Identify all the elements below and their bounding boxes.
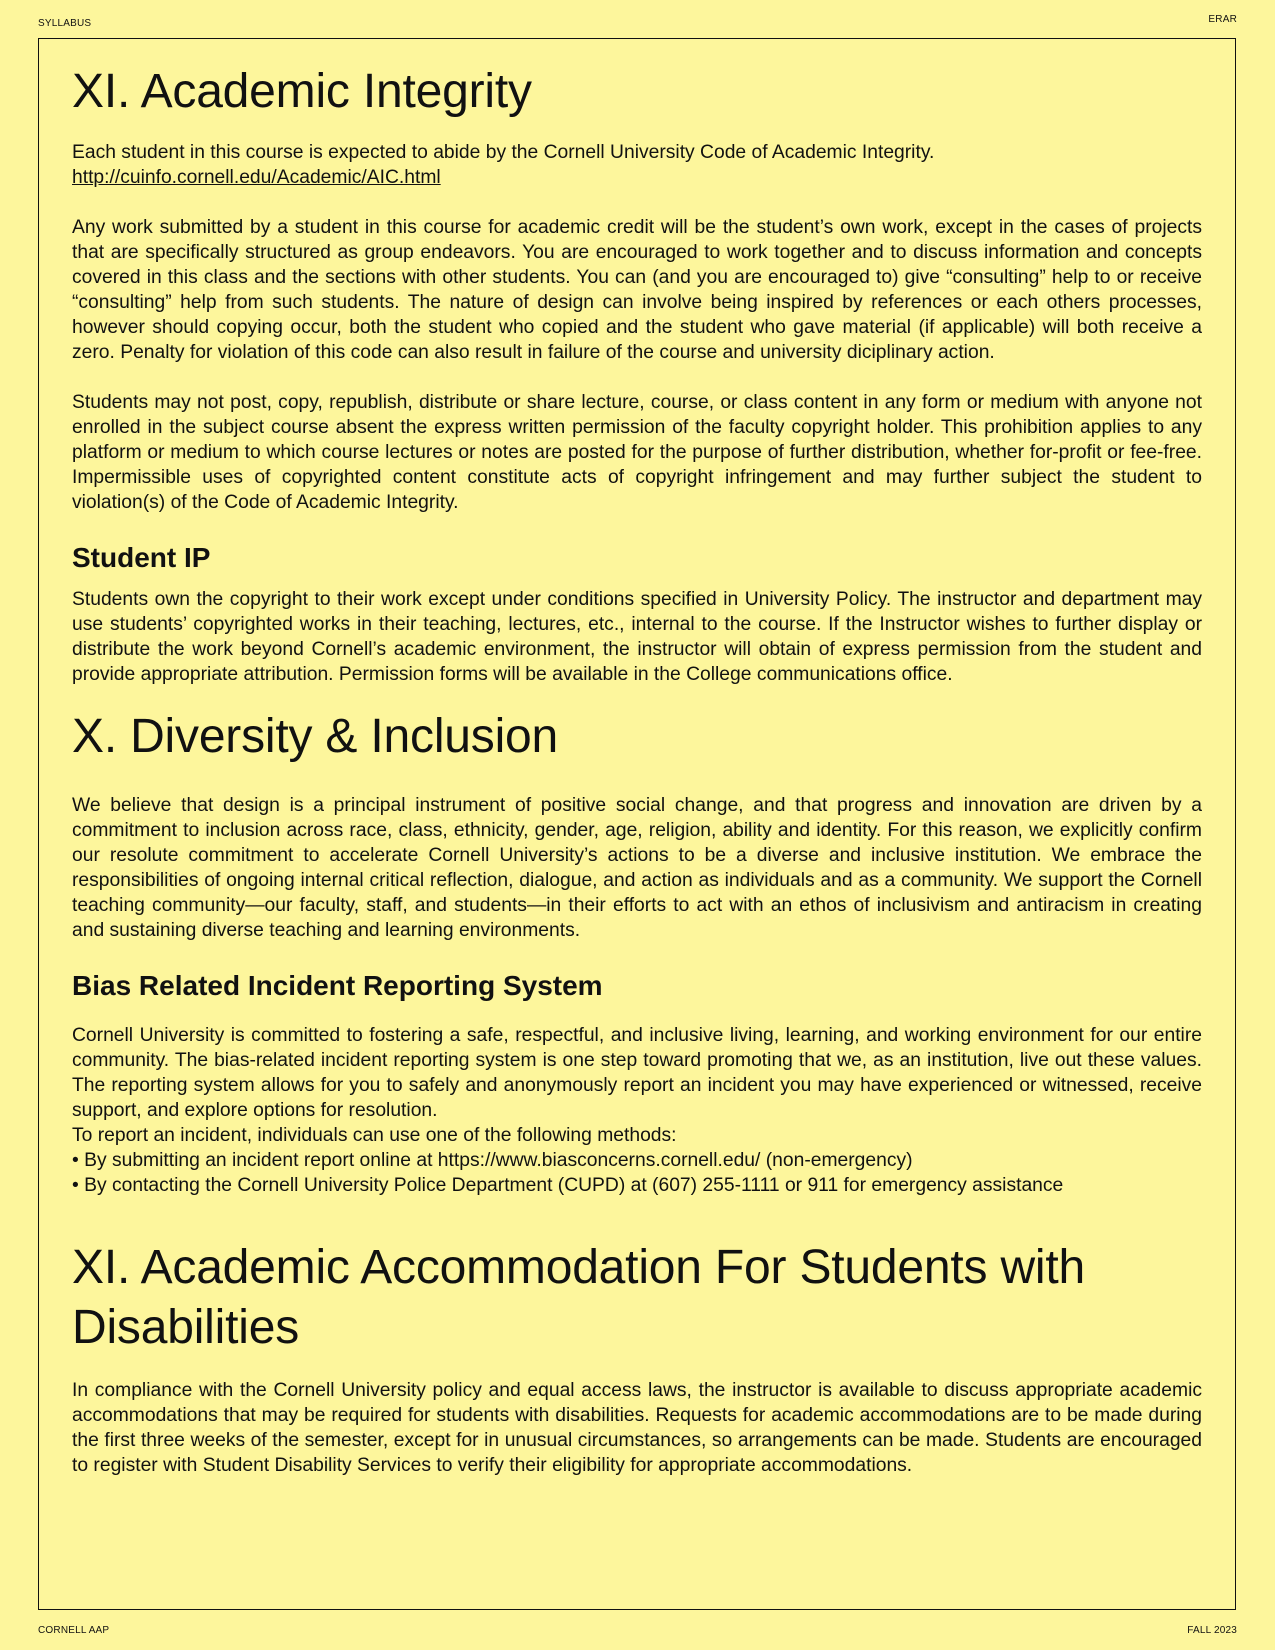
- bias-methods-intro: To report an incident, individuals can use one of the following methods:: [72, 1125, 677, 1146]
- subsection-title-student-ip: Student IP: [72, 542, 211, 573]
- accommodation-paragraph: In compliance with the Cornell University policy and equal access laws, the instructor is available to discuss appropriate academic accommodations that may be required for students with disabilities. Requests for academic accommodations are to be made during the first three weeks of the semester, except for in unusual circumstances, so arrangements can be made. Students are encouraged to register with Student Disability Services to verify their eligibility for appropriate accommodations.: [72, 1380, 1202, 1476]
- section-title-diversity-inclusion: X. Diversity & Inclusion: [72, 710, 559, 763]
- bias-method-police: • By contacting the Cornell University Police Department (CUPD) at (607) 255-1111 or 911 for emergency assistance: [72, 1175, 1064, 1196]
- academic-integrity-code-link[interactable]: http://cuinfo.cornell.edu/Academic/AIC.html: [72, 167, 441, 188]
- student-ip-paragraph: Students own the copyright to their work except under conditions specified in University Policy. The instructor and department may use students’ copyrighted works in their teaching, lectures, etc., internal to the course. If the Instructor wishes to further display or distribute the work beyond Cornell’s academic environment, the instructor will obtain of express permission from the student and provide appropriate attribution. Permission forms will be available in the College communications office.: [72, 589, 1202, 685]
- footer-left-label: CORNELL AAP: [38, 1625, 110, 1636]
- integrity-intro-text: Each student in this course is expected to abide by the Cornell University Code of Academic Integrity.: [72, 142, 935, 163]
- header-left-label: SYLLABUS: [38, 18, 92, 29]
- integrity-paragraph-3: Students may not post, copy, republish, distribute or share lecture, course, or class content in any form or medium with anyone not enrolled in the subject course absent the express written permission of the faculty copyright holder. This prohibition applies to any platform or medium to which course lectures or notes are posted for the purpose of further distribution, whether for-profit or fee-free. Impermissible uses of copyrighted content constitute acts of copyright infringement and may further subject the student to violation(s) of the Code of Academic Integrity.: [72, 392, 1202, 513]
- footer-right-label: FALL 2023: [1187, 1625, 1237, 1636]
- section-title-disability-accommodation: XI. Academic Accommodation For Students with Disabilities: [72, 1241, 1086, 1354]
- page-content: [72, 62, 1202, 1478]
- integrity-paragraph-1: [72, 140, 1202, 190]
- bias-method-online: • By submitting an incident report online at https://www.biasconcerns.cornell.edu/ (non-emergency): [72, 1150, 913, 1171]
- header-right-label: ERAR: [1208, 14, 1237, 25]
- subsection-title-bias-reporting: Bias Related Incident Reporting System: [72, 970, 603, 1001]
- bias-paragraph: Cornell University is committed to fostering a safe, respectful, and inclusive living, learning, and working environment for our entire community. The bias-related incident reporting system is one step toward promoting that we, as an institution, live out these values. The reporting system allows for you to safely and anonymously report an incident you may have experienced or witnessed, receive support, and explore options for resolution.: [72, 1025, 1202, 1121]
- integrity-paragraph-2: Any work submitted by a student in this course for academic credit will be the student’s own work, except in the cases of projects that are specifically structured as group endeavors. You are encouraged to work together and to discuss information and concepts covered in this class and the sections with other students. You can (and you are encouraged to) give “consulting” help to or receive “consulting” help from such students. The nature of design can involve being inspired by references or each others processes, however should copying occur, both the student who copied and the student who gave material (if applicable) will both receive a zero. Penalty for violation of this code can also result in failure of the course and university diciplinary action.: [72, 217, 1202, 363]
- section-title-academic-integrity: XI. Academic Integrity: [72, 65, 532, 118]
- diversity-paragraph: We believe that design is a principal instrument of positive social change, and that progress and innovation are driven by a commitment to inclusion across race, class, ethnicity, gender, age, religion, ability and identity. For this reason, we explicitly confirm our resolute commitment to accelerate Cornell University’s actions to be a diverse and inclusive institution. We embrace the responsibilities of ongoing internal critical reflection, dialogue, and action as individuals and as a community. We support the Cornell teaching community—our faculty, staff, and students—in their efforts to act with an ethos of inclusivism and antiracism in creating and sustaining diverse teaching and learning environments.: [72, 795, 1202, 941]
